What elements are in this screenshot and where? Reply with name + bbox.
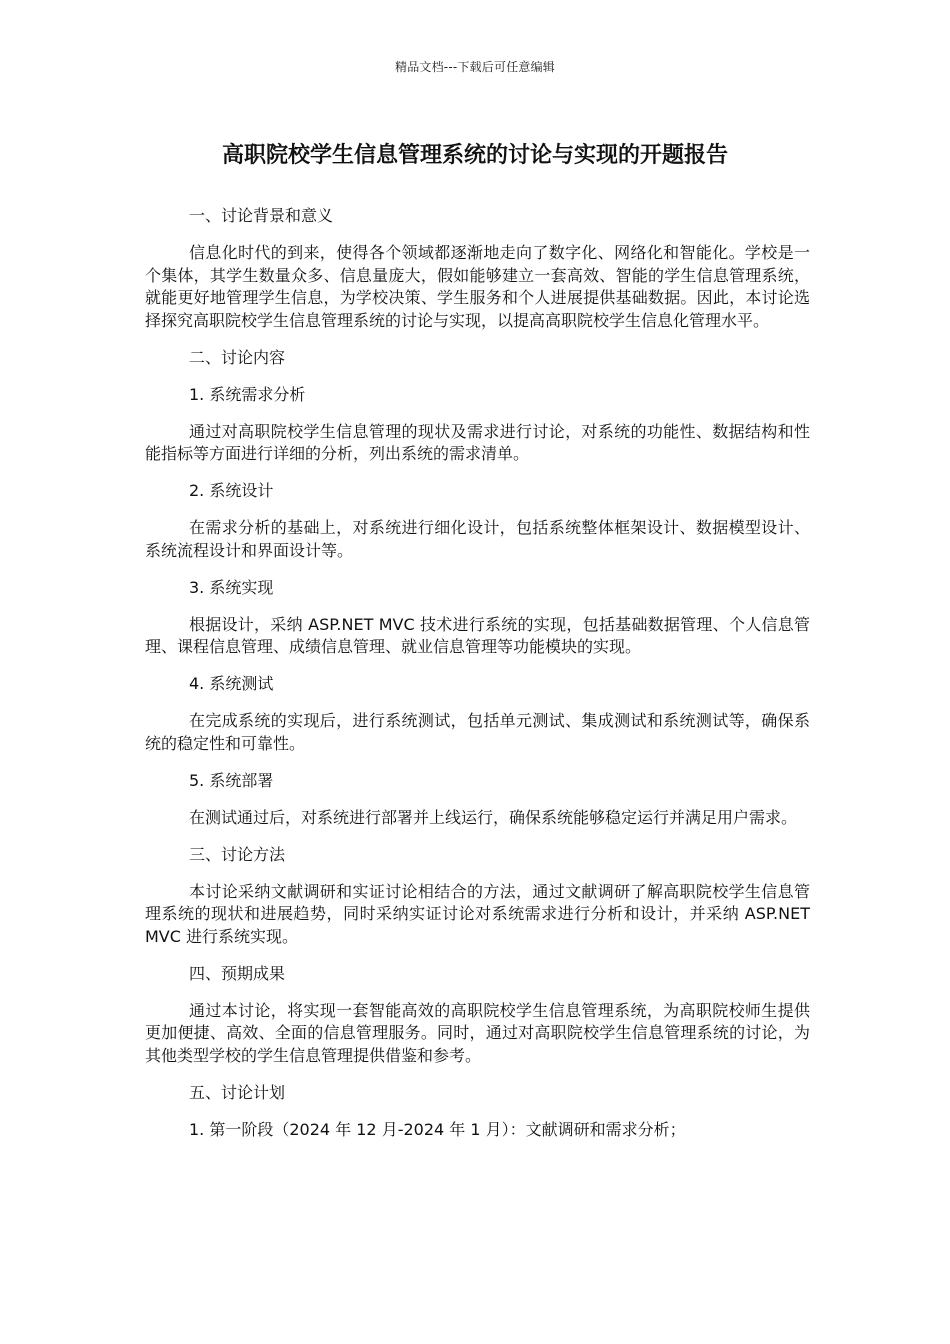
section-heading-method: 三、讨论方法 [189,844,286,864]
body-paragraph: 通过对高职院校学生信息管理的现状及需求进行讨论，对系统的功能性、数据结构和性能指标等方面进行详细的分析，列出系统的需求清单。 [145,421,810,463]
subsection-heading: 2. 系统设计 [189,481,274,500]
body-paragraph: 本讨论采纳文献调研和实证讨论相结合的方法，通过文献调研了解高职院校学生信息管理系统的现状和进展趋势，同时采纳实证讨论对系统需求进行分析和设计，并采纳 ASP.NET MVC 进行系统实现。 [145,881,810,946]
body-paragraph: 通过本讨论，将实现一套智能高效的高职院校学生信息管理系统，为高职院校师生提供更加便捷、高效、全面的信息管理服务。同时，通过对高职院校学生信息管理系统的讨论，为其他类型学校的学生信息管理提供借鉴和参考。 [145,1000,810,1065]
subsection-heading: 1. 系统需求分析 [189,384,306,404]
section-heading-outcome: 四、预期成果 [189,963,286,983]
body-paragraph: 在完成系统的实现后，进行系统测试，包括单元测试、集成测试和系统测试等，确保系统的稳定性和可靠性。 [145,711,810,753]
document-body [145,205,810,1156]
section-heading-background: 一、讨论背景和意义 [189,206,334,225]
section-heading-plan: 五、讨论计划 [189,1082,286,1102]
body-paragraph: 在需求分析的基础上，对系统进行细化设计，包括系统整体框架设计、数据模型设计、系统流程设计和界面设计等。 [145,518,810,560]
header-note: 精品文档---下载后可任意编辑 [395,60,555,74]
body-paragraph: 信息化时代的到来，使得各个领域都逐渐地走向了数字化、网络化和智能化。学校是一个集体，其学生数量众多、信息量庞大，假如能够建立一套高效、智能的学生信息管理系统，就能更好地管理学生信息，为学校决策、学生服务和个人进展提供基础数据。因此，本讨论选择探究高职院校学生信息管理系统的讨论与实现，以提高高职院校学生信息化管理水平。 [145,243,810,330]
body-paragraph: 在测试通过后，对系统进行部署并上线运行，确保系统能够稳定运行并满足用户需求。 [189,807,798,827]
subsection-heading: 3. 系统实现 [189,577,274,597]
section-heading-content: 二、讨论内容 [189,347,286,367]
subsection-heading: 5. 系统部署 [189,770,274,790]
document-title: 高职院校学生信息管理系统的讨论与实现的开题报告 [221,143,728,168]
plan-item: 1. 第一阶段（2024 年 12 月-2024 年 1 月）：文献调研和需求分析； [189,1119,686,1139]
subsection-heading: 4. 系统测试 [189,674,274,693]
body-paragraph: 根据设计，采纳 ASP.NET MVC 技术进行系统的实现，包括基础数据管理、个人信息管理、课程信息管理、成绩信息管理、就业信息管理等功能模块的实现。 [145,614,810,656]
